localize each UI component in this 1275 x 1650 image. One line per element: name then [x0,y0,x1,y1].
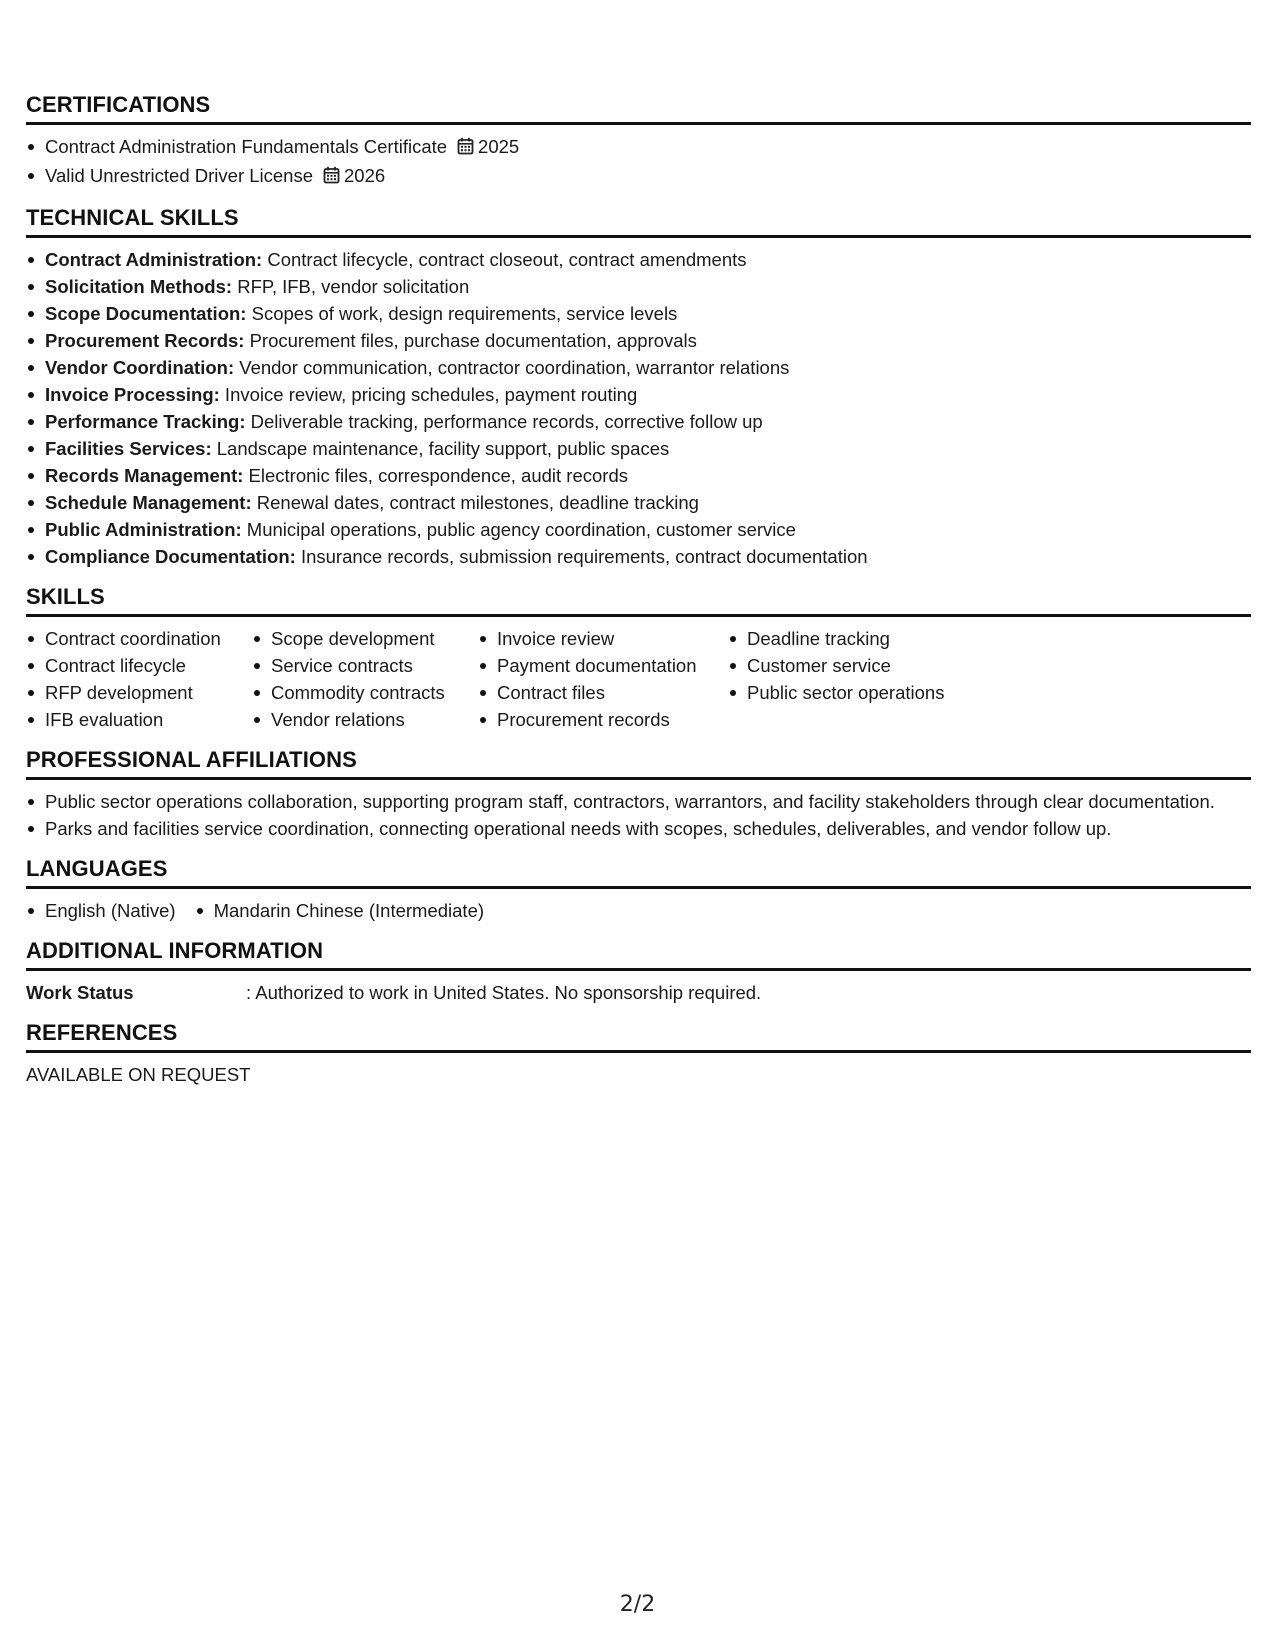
technical-skill-item [45,543,1251,570]
technical-skill-item [45,354,1251,381]
technical-skill-label: Contract Administration: [45,249,263,270]
technical-skill-item [45,300,1251,327]
language-item: Mandarin Chinese (Intermediate) [214,897,484,924]
certifications-heading: CERTIFICATIONS [26,92,1251,125]
technical-skills-list [26,246,1251,570]
technical-skills-heading: TECHNICAL SKILLS [26,205,1251,238]
technical-skill-label: Performance Tracking: [45,411,246,432]
affiliation-item: Public sector operations collaboration, supporting program staff, contractors, warrantors, and facility stakeholders through clear documentation. [45,788,1251,815]
technical-skill-text: Municipal operations, public agency coordination, customer service [241,519,796,540]
skill-item: Commodity contracts [271,679,478,706]
skill-item: Vendor relations [271,706,478,733]
additional-info-heading: ADDITIONAL INFORMATION [26,938,1251,971]
certification-name: Valid Unrestricted Driver License [45,165,314,186]
technical-skill-label: Records Management: [45,465,244,486]
technical-skill-label: Scope Documentation: [45,303,247,324]
technical-skill-text: Scopes of work, design requirements, service levels [246,303,678,324]
skill-item: Scope development [271,625,478,652]
references-heading: REFERENCES [26,1020,1251,1053]
certifications-list [26,133,1251,191]
technical-skill-item [45,273,1251,300]
technical-skill-item [45,246,1251,273]
technical-skill-text: Insurance records, submission requirements, contract documentation [295,546,868,567]
skills-section [26,584,1251,733]
technical-skill-label: Compliance Documentation: [45,546,296,567]
skill-item: Customer service [747,652,1007,679]
technical-skill-text: Electronic files, correspondence, audit records [243,465,628,486]
affiliations-heading: PROFESSIONAL AFFILIATIONS [26,747,1251,780]
technical-skill-label: Public Administration: [45,519,242,540]
skill-item: Contract lifecycle [45,652,252,679]
calendar-icon [457,135,474,162]
certification-year: 2026 [344,165,386,186]
technical-skill-item [45,408,1251,435]
languages-section [26,856,1251,924]
languages-heading: LANGUAGES [26,856,1251,889]
certification-item [45,162,1251,191]
additional-info-section [26,938,1251,1006]
references-text: AVAILABLE ON REQUEST [26,1064,251,1085]
calendar-icon [323,164,340,191]
technical-skill-item [45,327,1251,354]
skills-grid [26,625,1251,733]
language-item: English (Native) [45,897,176,924]
technical-skill-label: Vendor Coordination: [45,357,235,378]
skill-item: Contract files [497,679,728,706]
skill-item: RFP development [45,679,252,706]
skill-item: IFB evaluation [45,706,252,733]
skills-column [478,625,728,733]
page-number: 2/2 [619,1592,656,1617]
work-status-row [26,979,1251,1006]
work-status-label: Work Status [26,982,134,1003]
technical-skill-label: Invoice Processing: [45,384,220,405]
certifications-section [26,92,1251,191]
skill-item: Deadline tracking [747,625,1007,652]
technical-skill-label: Procurement Records: [45,330,245,351]
skill-item: Contract coordination [45,625,252,652]
technical-skill-item [45,435,1251,462]
technical-skill-text: Invoice review, pricing schedules, payment routing [219,384,638,405]
skill-item: Public sector operations [747,679,1007,706]
affiliations-section [26,747,1251,842]
affiliations-list [26,788,1251,842]
technical-skill-text: Landscape maintenance, facility support, public spaces [211,438,670,459]
skills-column [728,625,1007,733]
resume-page [26,92,1251,1102]
technical-skill-text: Procurement files, purchase documentation, approvals [244,330,697,351]
technical-skill-item [45,381,1251,408]
skill-item: Procurement records [497,706,728,733]
certification-year: 2025 [478,136,520,157]
technical-skills-section [26,205,1251,570]
technical-skill-text: Renewal dates, contract milestones, deadline tracking [251,492,699,513]
certification-name: Contract Administration Fundamentals Certificate [45,136,448,157]
technical-skill-item [45,516,1251,543]
affiliation-item: Parks and facilities service coordination, connecting operational needs with scopes, schedules, deliverables, and vendor follow up. [45,815,1251,842]
skills-column [26,625,252,733]
technical-skill-label: Solicitation Methods: [45,276,233,297]
skill-item: Service contracts [271,652,478,679]
skills-heading: SKILLS [26,584,1251,617]
technical-skill-item [45,462,1251,489]
technical-skill-label: Schedule Management: [45,492,252,513]
technical-skill-label: Facilities Services: [45,438,212,459]
references-section [26,1020,1251,1088]
skill-item: Invoice review [497,625,728,652]
skill-item: Payment documentation [497,652,728,679]
languages-list [26,897,1251,924]
work-status-value: : Authorized to work in United States. No sponsorship required. [246,982,762,1003]
technical-skill-text: Contract lifecycle, contract closeout, contract amendments [262,249,747,270]
skills-column [252,625,478,733]
technical-skill-item [45,489,1251,516]
technical-skill-text: Vendor communication, contractor coordination, warrantor relations [234,357,790,378]
technical-skill-text: RFP, IFB, vendor solicitation [232,276,470,297]
technical-skill-text: Deliverable tracking, performance records, corrective follow up [245,411,763,432]
certification-item [45,133,1251,162]
